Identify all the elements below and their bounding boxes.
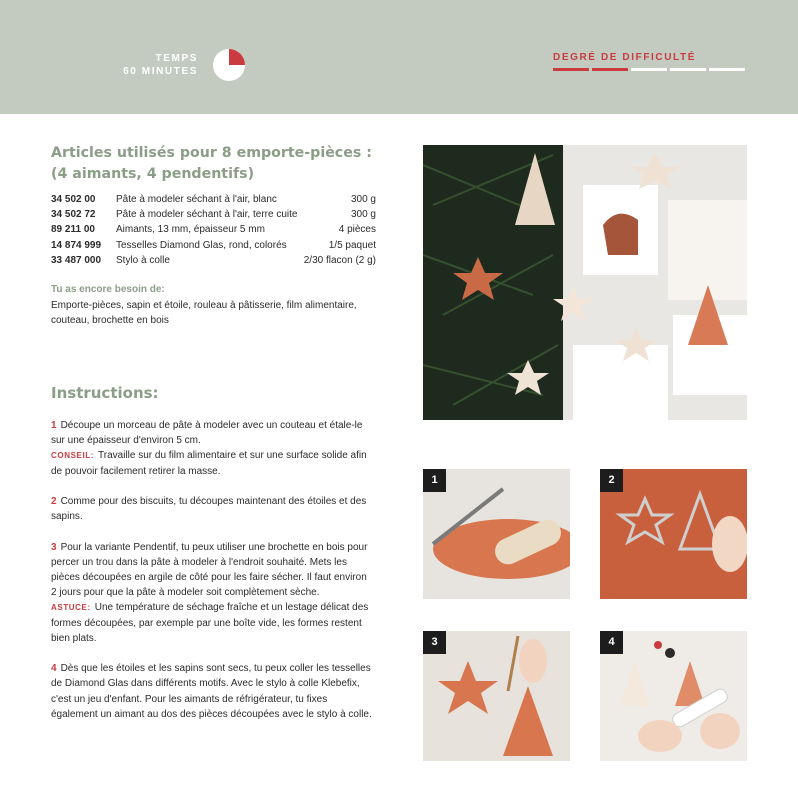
difficulty-bar <box>631 68 667 71</box>
article-name: Pâte à modeler séchant à l'air, terre cuite <box>116 209 298 221</box>
article-name: Aimants, 13 mm, épaisseur 5 mm <box>116 224 265 236</box>
difficulty-bar <box>592 68 628 71</box>
step-photo-3 <box>423 631 570 761</box>
ornaments-illustration <box>423 145 747 420</box>
article-name: Tesselles Diamond Glas, rond, colorés <box>116 239 287 251</box>
time-label: TEMPS <box>155 53 198 64</box>
step-badge: 2 <box>600 469 623 492</box>
difficulty-bar <box>670 68 706 71</box>
article-name: Pâte à modeler séchant à l'air, blanc <box>116 194 277 205</box>
article-qty: 1/5 paquet <box>328 239 376 251</box>
difficulty-bar <box>553 68 589 71</box>
tip-text: Travaille sur du film alimentaire et sur une surface solide afin de pouvoir facilement retirer la masse. <box>51 450 367 477</box>
article-row <box>51 238 376 253</box>
step-1 <box>51 418 373 479</box>
article-code: 34 502 72 <box>51 209 96 221</box>
difficulty-bar <box>709 68 745 71</box>
main-photo <box>423 145 747 420</box>
step-text: Pour la variante Pendentif, tu peux utiliser une brochette en bois pour percer un trou dans la pâte à modeler à l'endroit souhaité. Mets les pièces découpées en argile de côté pour les faire sécher. Il faut environ 2 jours pour que la pâte à modeler soit complètement sèche. <box>51 541 368 599</box>
step-badge: 4 <box>600 631 623 654</box>
step-badge: 3 <box>423 631 446 654</box>
instructions-body <box>51 418 373 737</box>
article-list <box>51 192 376 268</box>
step-number: 3 <box>51 541 57 553</box>
article-qty: 300 g <box>350 194 376 205</box>
step-photo-1 <box>423 469 570 599</box>
header-band <box>0 0 798 114</box>
article-code: 14 874 999 <box>51 239 102 251</box>
extra-materials-label: Tu as encore besoin de: <box>51 284 165 295</box>
step-photo-2 <box>600 469 747 599</box>
clock-time-wedge <box>229 49 245 65</box>
article-code: 89 211 00 <box>51 224 95 236</box>
step-badge: 1 <box>423 469 446 492</box>
tip-label: ASTUCE: <box>51 603 91 613</box>
time-value: 60 MINUTES <box>123 66 198 77</box>
step-photo-4 <box>600 631 747 761</box>
article-name: Stylo à colle <box>116 254 170 266</box>
article-row <box>51 253 376 268</box>
extra-materials-text: Emporte-pièces, sapin et étoile, rouleau à pâtisserie, film alimentaire, couteau, brochette en bois <box>51 300 357 326</box>
tip-text: Une température de séchage fraîche et un lestage délicat des formes découpées, par exemple par une boîte vide, les formes restent bien plats. <box>51 602 369 644</box>
article-qty: 4 pièces <box>338 224 376 236</box>
step-text: Découpe un morceau de pâte à modeler avec un couteau et étale-le sur une épaisseur d'environ 5 cm. <box>51 420 363 447</box>
step-2 <box>51 494 373 524</box>
article-row <box>51 192 376 207</box>
tip-label: CONSEIL: <box>51 451 95 461</box>
article-qty: 2/30 flacon (2 g) <box>303 254 376 266</box>
time-block <box>123 52 198 78</box>
articles-title: Articles utilisés pour 8 emporte-pièces : (4 aimants, 4 pendentifs) <box>51 145 372 182</box>
article-code: 34 502 00 <box>51 194 96 205</box>
article-qty: 300 g <box>350 209 376 221</box>
instructions-title: Instructions: <box>51 384 159 402</box>
difficulty-meter <box>553 68 745 71</box>
step-3 <box>51 540 373 646</box>
step-number: 2 <box>51 496 57 507</box>
article-row <box>51 222 376 237</box>
clock-icon <box>212 48 246 82</box>
step-text: Dès que les étoiles et les sapins sont secs, tu peux coller les tesselles de Diamond Glas dans différents motifs. Avec le stylo à colle Klebefix, c'est un jeu d'enfant. Pour les aimants de réfrigérateur, tu fixes également un aimant au dos des pièces découpées avec le stylo à colle. <box>51 663 372 720</box>
difficulty-label: DEGRÉ DE DIFFICULTÉ <box>553 52 696 63</box>
step-number: 4 <box>51 663 57 675</box>
step-text: Comme pour des biscuits, tu découpes maintenant des étoiles et des sapins. <box>51 496 367 523</box>
step-4 <box>51 661 373 722</box>
article-code: 33 487 000 <box>51 254 102 266</box>
step-number: 1 <box>51 420 57 431</box>
article-row <box>51 207 376 222</box>
